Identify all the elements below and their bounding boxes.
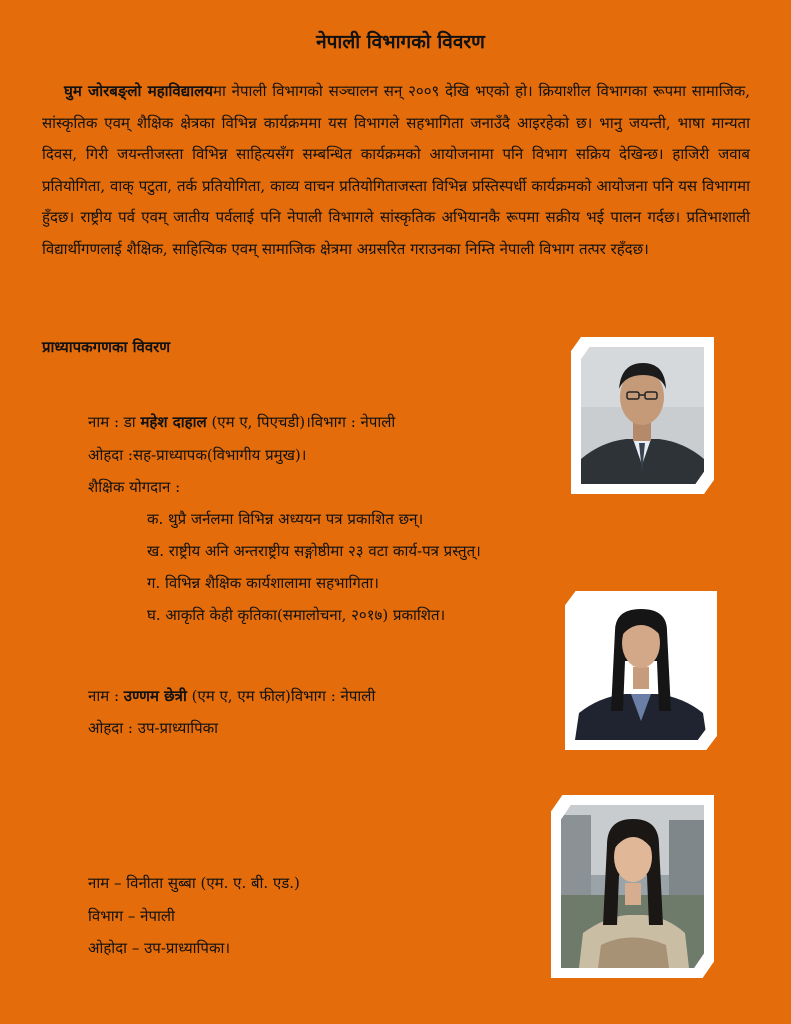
- faculty-2-name-prefix: नाम :: [88, 687, 124, 705]
- faculty-3-photo: [551, 795, 714, 978]
- faculty-2-name: उण्णम छेत्री: [123, 687, 187, 705]
- faculty-2-name-suffix: (एम ए, एम फील)विभाग : नेपाली: [186, 687, 376, 705]
- faculty-3-name-line: नाम – विनीता सुब्बा (एम. ए. बी. एड.): [88, 874, 300, 892]
- faculty-1-name-line: [88, 412, 395, 432]
- faculty-1-contribution: ख. राष्ट्रीय अनि अन्तराष्ट्रीय सङ्गोष्ठीमा २३ वटा कार्य-पत्र प्रस्तुत्।: [147, 542, 481, 560]
- faculty-1-photo: [571, 337, 714, 494]
- intro-paragraph: [42, 76, 750, 265]
- faculty-3-designation: ओहोदा – उप-प्राध्यापिका।: [88, 939, 231, 957]
- faculty-2-photo: [565, 591, 717, 750]
- faculty-1-name-prefix: नाम : डा: [88, 413, 141, 431]
- faculty-1-name-suffix: (एम ए, पिएचडी)।विभाग : नेपाली: [206, 413, 396, 431]
- page-title: नेपाली विभागको विवरण: [316, 31, 485, 53]
- faculty-1-contrib-heading: शैक्षिक योगदान :: [88, 478, 181, 496]
- faculty-3-department: विभाग – नेपाली: [88, 907, 175, 925]
- faculty-2-designation: ओहदा : उप-प्राध्यापिका: [88, 719, 219, 737]
- college-name: घुम जोरबङ्लो महाविद्यालय: [64, 82, 213, 100]
- intro-text: मा नेपाली विभागको सञ्चालन सन् २००९ देखि भएको हो। क्रियाशील विभागका रूपमा सामाजिक, सांस्कृतिक एवम् शैक्षिक क्षेत्रका विभिन्न कार्यक्रममा यस विभागले सहभागिता जनाउँदै आइरहेको छ। भानु जयन्ती, भाषा मान्यता दिवस, गिरी जयन्तीजस्ता विभिन्न साहित्यसँग सम्बन्धित कार्यक्रमको आयोजनामा पनि विभाग सक्रिय देखिन्छ। हाजिरी जवाब प्रतियोगिता, वाक् पटुता, तर्क प्रतियोगिता, काव्य वाचन प्रतियोगिताजस्ता विभिन्न प्रस्तिस्पर्धी कार्यक्रमको आयोजना पनि यस विभागमा हुँदछ। राष्ट्रीय पर्व एवम् जातीय पर्वलाई पनि नेपाली विभागले सांस्कृतिक अभियानकै रूपमा सक्रीय भई पालन गर्दछ। प्रतिभाशाली विद्यार्थीगणलाई शैक्षिक, साहित्यिक एवम् सामाजिक क्षेत्रमा अग्रसरित गराउनका निम्ति नेपाली विभाग तत्पर रहँदछ।: [42, 82, 750, 258]
- faculty-1-name: महेश दाहाल: [140, 413, 207, 431]
- faculty-1-designation: ओहदा :सह-प्राध्यापक(विभागीय प्रमुख)।: [88, 446, 307, 464]
- faculty-1-contribution: घ. आकृति केही कृतिका(समालोचना, २०१७) प्रकाशित।: [147, 606, 446, 624]
- faculty-heading: प्राध्यापकगणका विवरण: [42, 338, 171, 356]
- faculty-1-contribution: क. थुप्रै जर्नलमा विभिन्न अध्ययन पत्र प्रकाशित छन्।: [147, 510, 424, 528]
- faculty-1-contribution: ग. विभिन्न शैक्षिक कार्यशालामा सहभागिता।: [147, 574, 379, 592]
- faculty-2-name-line: [88, 686, 375, 706]
